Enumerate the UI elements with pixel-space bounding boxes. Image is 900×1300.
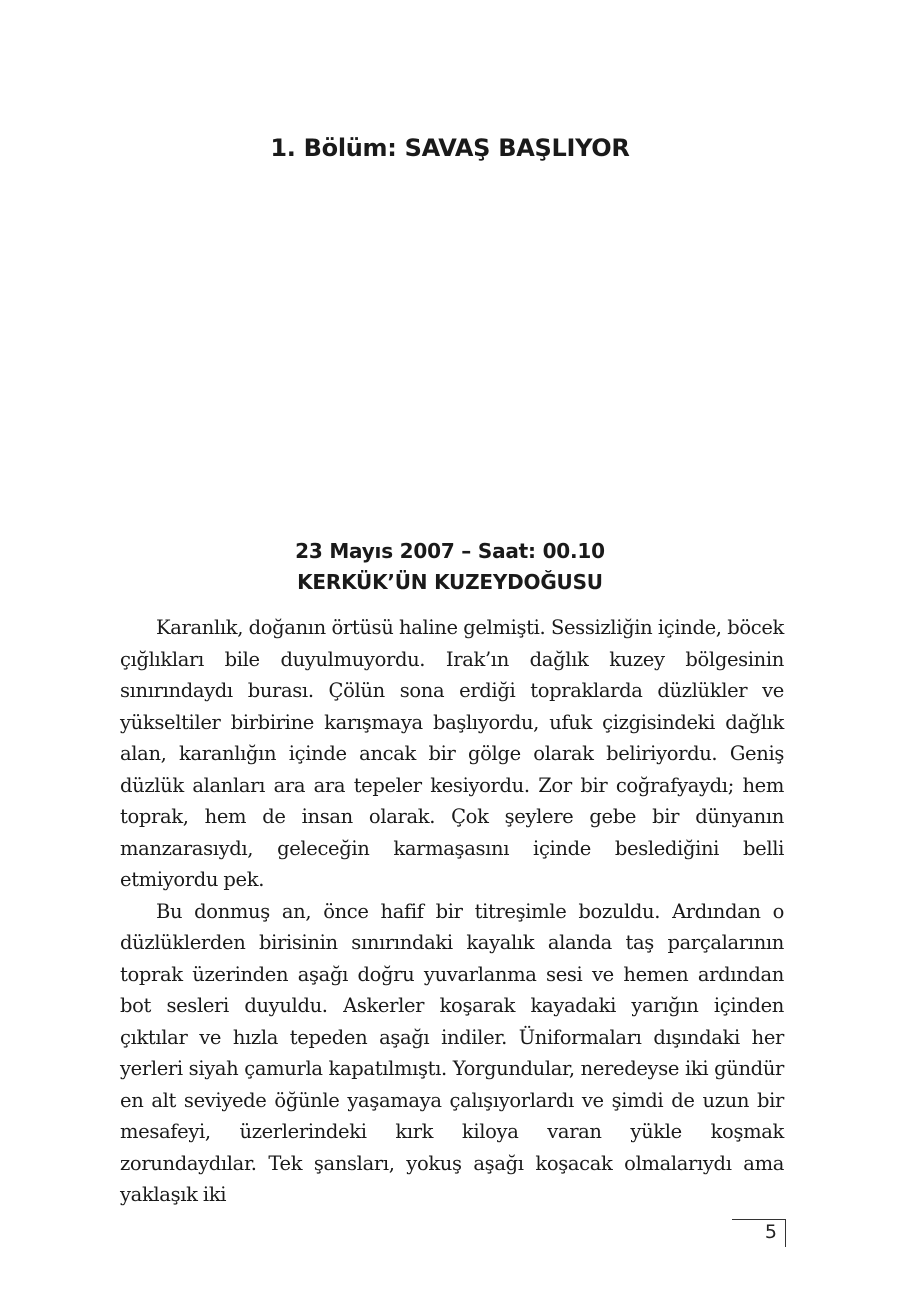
page-number: 5 xyxy=(764,1221,777,1243)
section-location: KERKÜK’ÜN KUZEYDOĞUSU xyxy=(297,570,603,594)
section-date-line: 23 Mayıs 2007 – Saat: 00.10 xyxy=(295,539,605,563)
section-heading xyxy=(0,536,900,598)
page-number-frame xyxy=(732,1219,786,1247)
body-text xyxy=(120,612,784,1211)
chapter-title: 1. Bölüm: SAVAŞ BAŞLIYOR xyxy=(270,134,630,162)
paragraph: Bu donmuş an, önce hafif bir titreşimle bozuldu. Ardından o düzlüklerden birisinin sınırındaki kayalık alanda taş parçalarının toprak üzerinden aşağı doğru yuvarlanma sesi ve hemen ardından bot sesleri duyuldu. Askerler koşarak kayadaki yarığın içinden çıktılar ve hızla tepeden aşağı indiler. Üniformaları dışındaki her yerleri siyah çamurla kapatılmıştı. Yorgundular, neredeyse iki gündür en alt seviyede öğünle yaşamaya çalışıyorlardı ve şimdi de uzun bir mesafeyi, üzerlerindeki kırk kiloya varan yükle koşmak zorundaydılar. Tek şansları, yokuş aşağı koşacak olmalarıydı ama yaklaşık iki xyxy=(120,899,784,1206)
paragraph: Karanlık, doğanın örtüsü haline gelmişti. Sessizliğin içinde, böcek çığlıkları bile duyulmuyordu. Irak’ın dağlık kuzey bölgesinin sınırındaydı burası. Çölün sona erdiği topraklarda düzlükler ve yükseltiler birbirine karışmaya başlıyordu, ufuk çizgisindeki dağlık alan, karanlığın içinde ancak bir gölge olarak beliriyordu. Geniş düzlük alanları ara ara tepeler kesiyordu. Zor bir coğrafyaydı; hem toprak, hem de insan olarak. Çok şeylere gebe bir dünyanın manzarasıydı, geleceğin karmaşasını içinde beslediğini belli etmiyordu pek. xyxy=(120,616,784,891)
